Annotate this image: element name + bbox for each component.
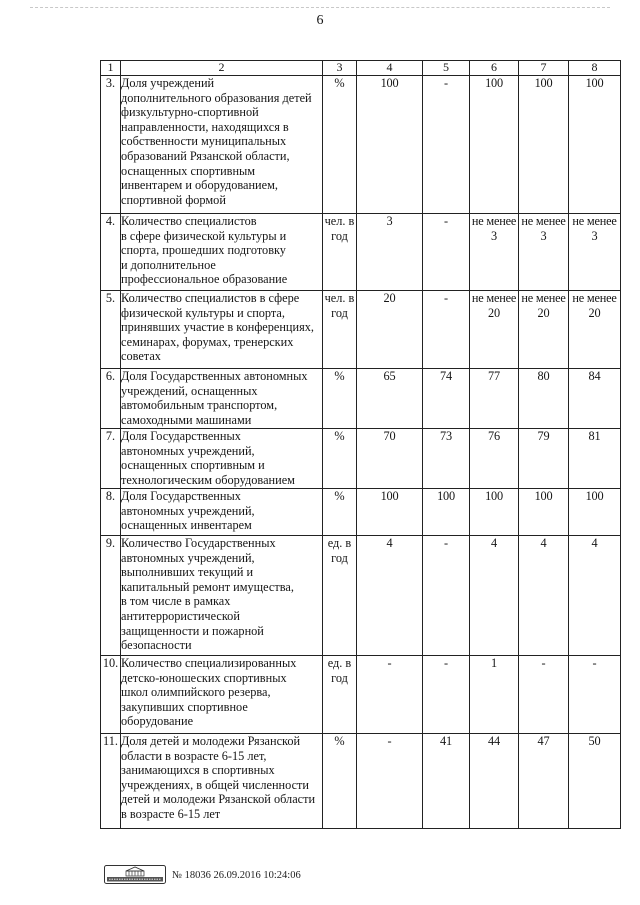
value-col-5: - [423,536,470,656]
header-cell-7: 7 [519,61,569,76]
unit: чел. в год [323,291,357,369]
header-cell-5: 5 [423,61,470,76]
unit: % [323,369,357,429]
value-col-8: 84 [569,369,621,429]
indicators-table [100,60,621,829]
value-col-7: 80 [519,369,569,429]
indicator-name: Количество специалистов в сфере физической культуры и спорта, принявших участие в конференциях, семинарах, форумах, тренерских советах [121,291,323,369]
scan-edge-marks [30,7,610,8]
row-number: 11. [101,734,121,829]
value-col-4: 4 [357,536,423,656]
value-col-7: не менее 20 [519,291,569,369]
indicator-name: Доля Государственных автономных учреждений, оснащенных автомобильным транспортом, самоходными машинами [121,369,323,429]
value-col-8: 100 [569,76,621,214]
indicator-name: Доля учреждений дополнительного образования детей физкультурно-спортивной направленности, находящихся в собственности муниципальных образований Рязанской области, оснащенных спортивным инвентарем и оборудованием, спортивной формой [121,76,323,214]
unit: ед. в год [323,656,357,734]
value-col-5: 41 [423,734,470,829]
value-col-4: - [357,734,423,829]
value-col-6: 1 [470,656,519,734]
row-number: 6. [101,369,121,429]
table-row [101,734,621,829]
value-col-8: не менее 3 [569,214,621,291]
table-row [101,429,621,489]
indicator-name: Доля Государственных автономных учреждений, оснащенных спортивным и технологическим оборудованием [121,429,323,489]
value-col-7: не менее 3 [519,214,569,291]
document-registration-stamp: № 18036 26.09.2016 10:24:06 [172,870,301,881]
row-number: 8. [101,489,121,536]
value-col-4: 100 [357,489,423,536]
page-number: 6 [316,13,324,28]
value-col-7: 79 [519,429,569,489]
value-col-5: - [423,214,470,291]
value-col-7: 100 [519,489,569,536]
row-number: 3. [101,76,121,214]
value-col-8: не менее 20 [569,291,621,369]
value-col-5: 100 [423,489,470,536]
indicator-name: Доля детей и молодежи Рязанской области в возрасте 6-15 лет, занимающихся в спортивных учреждениях, в общей численности детей и молодежи Рязанской области в возрасте 6-15 лет [121,734,323,829]
header-cell-2: 2 [121,61,323,76]
value-col-4: 70 [357,429,423,489]
header-cell-6: 6 [470,61,519,76]
unit: % [323,489,357,536]
table-row [101,536,621,656]
header-cell-8: 8 [569,61,621,76]
value-col-8: 81 [569,429,621,489]
table-row [101,76,621,214]
row-number: 7. [101,429,121,489]
value-col-6: 44 [470,734,519,829]
value-col-6: не менее 3 [470,214,519,291]
value-col-6: 4 [470,536,519,656]
row-number: 5. [101,291,121,369]
value-col-4: 3 [357,214,423,291]
unit: % [323,76,357,214]
row-number: 4. [101,214,121,291]
table-header-row [101,61,621,76]
unit: ед. в год [323,536,357,656]
value-col-6: 77 [470,369,519,429]
header-cell-4: 4 [357,61,423,76]
value-col-5: - [423,291,470,369]
value-col-8: - [569,656,621,734]
value-col-8: 50 [569,734,621,829]
unit: % [323,734,357,829]
value-col-4: 65 [357,369,423,429]
value-col-6: 100 [470,76,519,214]
table-row [101,291,621,369]
value-col-7: 100 [519,76,569,214]
value-col-5: - [423,76,470,214]
value-col-4: 100 [357,76,423,214]
indicator-name: Количество специализированных детско-юношеских спортивных школ олимпийского резерва, закупивших спортивное оборудование [121,656,323,734]
value-col-7: 4 [519,536,569,656]
indicator-name: Доля Государственных автономных учреждений, оснащенных инвентарем [121,489,323,536]
unit: чел. в год [323,214,357,291]
registry-logo [104,865,166,884]
row-number: 10. [101,656,121,734]
table-row [101,214,621,291]
value-col-4: 20 [357,291,423,369]
row-number: 9. [101,536,121,656]
value-col-6: 76 [470,429,519,489]
table-row [101,656,621,734]
header-cell-1: 1 [101,61,121,76]
value-col-5: 74 [423,369,470,429]
header-cell-3: 3 [323,61,357,76]
value-col-7: - [519,656,569,734]
value-col-6: не менее 20 [470,291,519,369]
value-col-6: 100 [470,489,519,536]
indicator-name: Количество Государственных автономных учреждений, выполнивших текущий и капитальный ремонт имущества, в том числе в рамках антитеррористической защищенности и пожарной безопасности [121,536,323,656]
table-row [101,489,621,536]
value-col-8: 4 [569,536,621,656]
value-col-7: 47 [519,734,569,829]
indicator-name: Количество специалистов в сфере физической культуры и спорта, прошедших подготовку и дополнительное профессиональное образование [121,214,323,291]
table-row [101,369,621,429]
value-col-8: 100 [569,489,621,536]
value-col-5: 73 [423,429,470,489]
value-col-4: - [357,656,423,734]
unit: % [323,429,357,489]
value-col-5: - [423,656,470,734]
